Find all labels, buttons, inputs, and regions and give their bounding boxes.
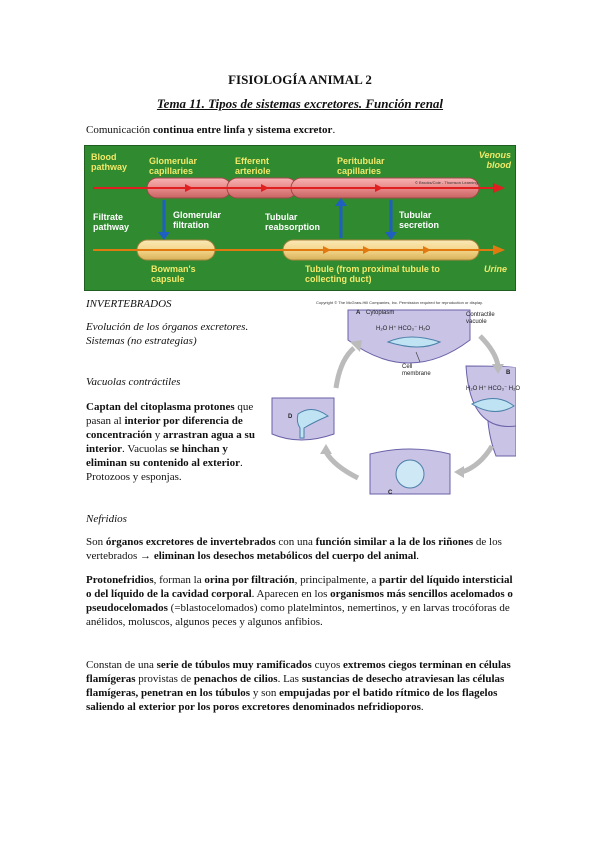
label-c: C (388, 490, 393, 496)
document-title: FISIOLOGÍA ANIMAL 2 (228, 72, 372, 87)
p1-bold-2: interior por diferencia de concentración (86, 415, 243, 441)
label-ions-a: H₂O H⁺ HCO₃⁻ H₂O (376, 326, 431, 332)
label-ions-b: H₂O H⁺ HCO₃⁻ H₂O (466, 386, 521, 392)
cycle-arrow-b-c (462, 446, 492, 472)
p4-text-6: . (420, 701, 424, 713)
cycle-arrowhead-c-d (320, 444, 332, 454)
p4-bold-5: empujadas por el batido rítmico de los flagelos saliendo al exterior por los poros excretores denominados nefridioporos (86, 687, 498, 713)
p1-bold-1: Captan del citoplasma protones (86, 401, 235, 413)
p1-bold-4: se hinchan y eliminan su contenido al exterior (86, 443, 240, 469)
p4-text-4: . Las (277, 673, 302, 685)
p3-bold-2: orina por filtración (204, 574, 295, 586)
paragraph-tubulos (86, 658, 514, 714)
label-blood-pathway: Blood pathway (91, 152, 128, 172)
vacuole-cycle-diagram (270, 296, 521, 498)
p2-text-3: de los vertebrados → (86, 536, 502, 562)
label-filtrate-pathway: Filtrate pathway (93, 212, 130, 232)
p1-text-3: . Vacuolas (122, 443, 170, 455)
cycle-arrow-c-d (326, 452, 358, 478)
heading-nefridios: Nefridios (86, 513, 127, 525)
p4-text-3: provistas de (135, 673, 194, 685)
label-glomerular-filtration: Glomerular filtration (173, 210, 222, 230)
p4-bold-4: sustancias de desecho atraviesan las células flamígeras, penetran en los túbulos (86, 673, 505, 699)
intro-prefix: Comunicación (86, 124, 153, 136)
p4-text-2: cuyos (311, 659, 343, 671)
label-bowmans-capsule: Bowman's capsule (151, 264, 196, 284)
vacuole-copyright: Copyright © The McGraw-Hill Companies, Inc. Permission required for reproduction or display. (316, 300, 483, 305)
p2-bold-2: función similar a la de los riñones (315, 536, 474, 548)
p2-text-2: con una (275, 536, 316, 548)
label-peritubular-capillaries: Peritubular capillaries (337, 156, 385, 176)
renal-diagram (84, 145, 516, 291)
cycle-arrow-a-b (480, 336, 498, 366)
vacuole-c (396, 460, 424, 488)
p4-text-5: y son (250, 687, 280, 699)
p2-text-1: Son (86, 536, 106, 548)
p3-text-3: . Aparecen en los (251, 588, 331, 600)
label-glomerular-capillaries: Glomerular capillaries (149, 156, 198, 176)
p1-text-4: . Protozoos y esponjas. (86, 457, 243, 483)
label-tubular-reabsorption: Tubular reabsorption (265, 212, 321, 232)
label-venous-blood: Venous blood (478, 150, 511, 170)
p1-text-1: que pasan al (86, 401, 254, 427)
intro-bold: continua entre linfa y sistema excretor (152, 124, 333, 136)
p4-text-1: Constan de una (86, 659, 157, 671)
label-d: D (288, 414, 293, 420)
paragraph-nefridios (86, 535, 514, 563)
label-tubule: Tubule (from proximal tubule to collecting duct) (305, 264, 440, 284)
heading-invertebrados: INVERTEBRADOS (86, 298, 172, 310)
p3-text-1: , forman la (153, 574, 205, 586)
p3-text-2: , principalmente, a (294, 574, 380, 586)
p2-bold-3: eliminan los desechos metabólicos del cuerpo del animal (153, 550, 417, 562)
label-tubular-secretion: Tubular secretion (399, 210, 440, 230)
label-contractile-vacuole: Contractile vacuole (466, 312, 495, 325)
p3-bold-3: partir del líquido intersticial o del líquido de la cavidad corporal (86, 574, 513, 600)
p3-bold-1: Protonefridios (86, 574, 154, 586)
diagram-credit: © Brooks/Cole - Thomson Learning (415, 180, 478, 185)
p4-bold-1: serie de túbulos muy ramificados (156, 659, 312, 671)
document-subtitle: Tema 11. Tipos de sistemas excretores. Función renal (156, 96, 444, 111)
p2-text-4: . (416, 550, 420, 562)
p1-text-2: y (151, 429, 163, 441)
intro-line (86, 124, 335, 136)
label-urine: Urine (483, 264, 507, 274)
cycle-arrow-d-a (336, 348, 354, 388)
p4-bold-3: penachos de cilios (193, 673, 278, 685)
paragraph-vacuolas (86, 400, 264, 484)
paragraph-protonefridios (86, 573, 514, 629)
label-efferent-arteriole: Efferent arteriole (235, 156, 271, 176)
cycle-arrowhead-b-c (454, 466, 464, 478)
p4-bold-2: extremos ciegos terminan en células flamígeras (86, 659, 511, 685)
label-b: B (506, 370, 511, 376)
intro-suffix: . (332, 124, 336, 136)
label-cytoplasm: Cytoplasm (366, 310, 395, 316)
p1-bold-3: arrastran agua a su interior (86, 429, 255, 455)
cell-a-cytoplasm (348, 310, 470, 363)
label-cell-membrane: Cell membrane (402, 364, 431, 377)
p3-text-4: (=blastocelomados) como platelmintos, nemertinos, y en larvas trocóforas de anélidos, moluscos, algunos peces y algunos anfibios. (86, 602, 510, 628)
p2-bold-1: órganos excretores de invertebrados (105, 536, 276, 548)
text-evolucion: Evolución de los órganos excretores. Sistemas (no estrategias) (86, 321, 249, 347)
label-a: A (356, 310, 361, 316)
heading-vacuolas: Vacuolas contráctiles (86, 376, 181, 388)
p3-bold-4: organismos más sencillos acelomados o pseudocelomados (86, 588, 513, 614)
